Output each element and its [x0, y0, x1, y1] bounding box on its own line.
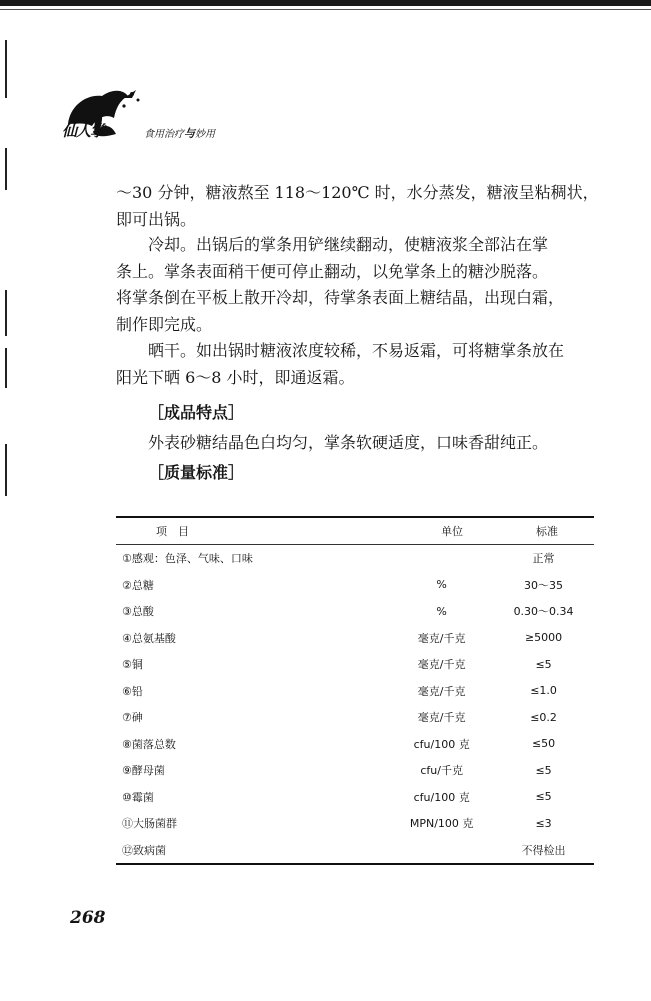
table-cell-standard: ≤5 [535, 790, 552, 804]
table-row [116, 678, 594, 705]
text-line: 制作即完成。 [116, 314, 213, 334]
table-cell-standard: ≥5000 [524, 631, 563, 645]
table-cell-unit: 毫克/千克 [417, 684, 466, 698]
section-heading-quality-standard: ［质量标准］ [148, 463, 245, 482]
column-header-item: 项 目 [156, 525, 189, 538]
quality-standard-table [116, 516, 594, 865]
text-line: 冷却。出锅后的掌条用铲继续翻动，使糖液浆全部沾在掌 [116, 235, 549, 254]
table-cell-standard: 0.30～0.34 [513, 605, 574, 619]
table-cell-unit: % [436, 578, 447, 592]
binding-mark [5, 444, 7, 496]
book-title: 仙人掌 [62, 122, 105, 140]
table-cell-item: ⑧菌落总数 [122, 737, 176, 751]
paragraph-product-features: 外表砂糖结晶色白均匀，掌条软硬适度，口味香甜纯正。 [148, 433, 549, 452]
table-cell-item: ⑪大肠菌群 [122, 817, 177, 831]
table-cell-unit: 毫克/千克 [417, 711, 466, 725]
table-row [116, 704, 594, 731]
table-row [116, 731, 594, 758]
table-bottom-rule [116, 863, 594, 865]
book-subtitle [144, 125, 215, 141]
table-row [116, 810, 594, 837]
table-cell-unit: MPN/100 克 [409, 817, 474, 831]
table-cell-standard: ≤5 [535, 657, 552, 671]
table-cell-standard: ≤3 [535, 816, 552, 830]
table-row [116, 651, 594, 678]
text-line: 即可出锅。 [116, 209, 197, 229]
binding-mark [5, 40, 7, 98]
text-line: 将掌条倒在平板上散开冷却，待掌条表面上糖结晶，出现白霜， [116, 288, 565, 307]
table-row [116, 572, 594, 599]
table-cell-standard: ≤1.0 [530, 684, 557, 698]
table-cell-unit: cfu/100 克 [413, 790, 470, 804]
table-cell-item: ⑦砷 [122, 711, 143, 725]
book-header-logo [58, 84, 238, 156]
book-subtitle-pre: 食用治疗 [144, 129, 184, 140]
table-cell-item: ②总糖 [122, 578, 154, 592]
table-row [116, 757, 594, 784]
table-cell-standard: ≤0.2 [530, 710, 557, 724]
table-cell-unit [390, 545, 493, 572]
binding-mark [5, 148, 7, 190]
table-row [116, 598, 594, 625]
text-line: 晒干。如出锅时糖液浓度较稀，不易返霜，可将糖掌条放在 [116, 341, 565, 360]
table-row [116, 545, 594, 572]
paragraph-cooling [116, 232, 596, 338]
table-cell-item: ④总氨基酸 [122, 631, 176, 645]
table-cell-item: ⑩霉菌 [122, 790, 154, 804]
table-cell-unit: % [436, 604, 447, 618]
table-cell-standard: 不得检出 [521, 843, 566, 857]
table-row [116, 837, 594, 864]
section-heading-product-features: ［成品特点］ [148, 403, 245, 422]
table-row [116, 625, 594, 652]
top-border-rule [0, 0, 651, 6]
table-header-row [116, 518, 594, 544]
text-line: ～30 分钟，糖液熬至 118～120℃ 时，水分蒸发，糖液呈粘稠状， [116, 183, 599, 202]
binding-mark [5, 348, 7, 388]
binding-mark [5, 290, 7, 336]
table-row [116, 784, 594, 811]
top-border-thin-rule [0, 9, 651, 10]
text-line: 条上。掌条表面稍干便可停止翻动，以免掌条上的糖沙脱落。 [116, 261, 549, 281]
book-subtitle-mid: 与 [184, 127, 195, 140]
table-cell-item: ①感观：色泽、气味、口味 [122, 552, 253, 566]
table-cell-unit: cfu/100 克 [413, 737, 470, 751]
table-cell-unit: 毫克/千克 [417, 631, 466, 645]
table-cell-standard: 30～35 [524, 578, 564, 592]
text-line: 阳光下晒 6～8 小时，即通返霜。 [116, 367, 355, 387]
column-header-unit: 单位 [441, 525, 464, 538]
table-cell-item: ⑨酵母菌 [122, 764, 165, 778]
table-cell-unit: cfu/千克 [420, 764, 463, 778]
table-cell-standard: 正常 [532, 552, 555, 566]
page-number: 268 [70, 908, 106, 928]
table-cell-item: ③总酸 [122, 605, 154, 619]
paragraph-drying [116, 338, 596, 391]
table-cell-standard: ≤50 [531, 737, 556, 751]
table-cell-standard: ≤5 [535, 763, 552, 777]
table-cell-item: ⑥铅 [122, 684, 143, 698]
table-cell-unit: 毫克/千克 [417, 658, 466, 672]
table-cell-item: ⑤铜 [122, 658, 143, 672]
table-cell-unit [390, 837, 493, 864]
book-subtitle-post: 妙用 [195, 129, 215, 140]
table-cell-item: ⑫致病菌 [122, 843, 166, 857]
paragraph-boiling [116, 180, 599, 233]
column-header-standard: 标准 [535, 525, 558, 538]
